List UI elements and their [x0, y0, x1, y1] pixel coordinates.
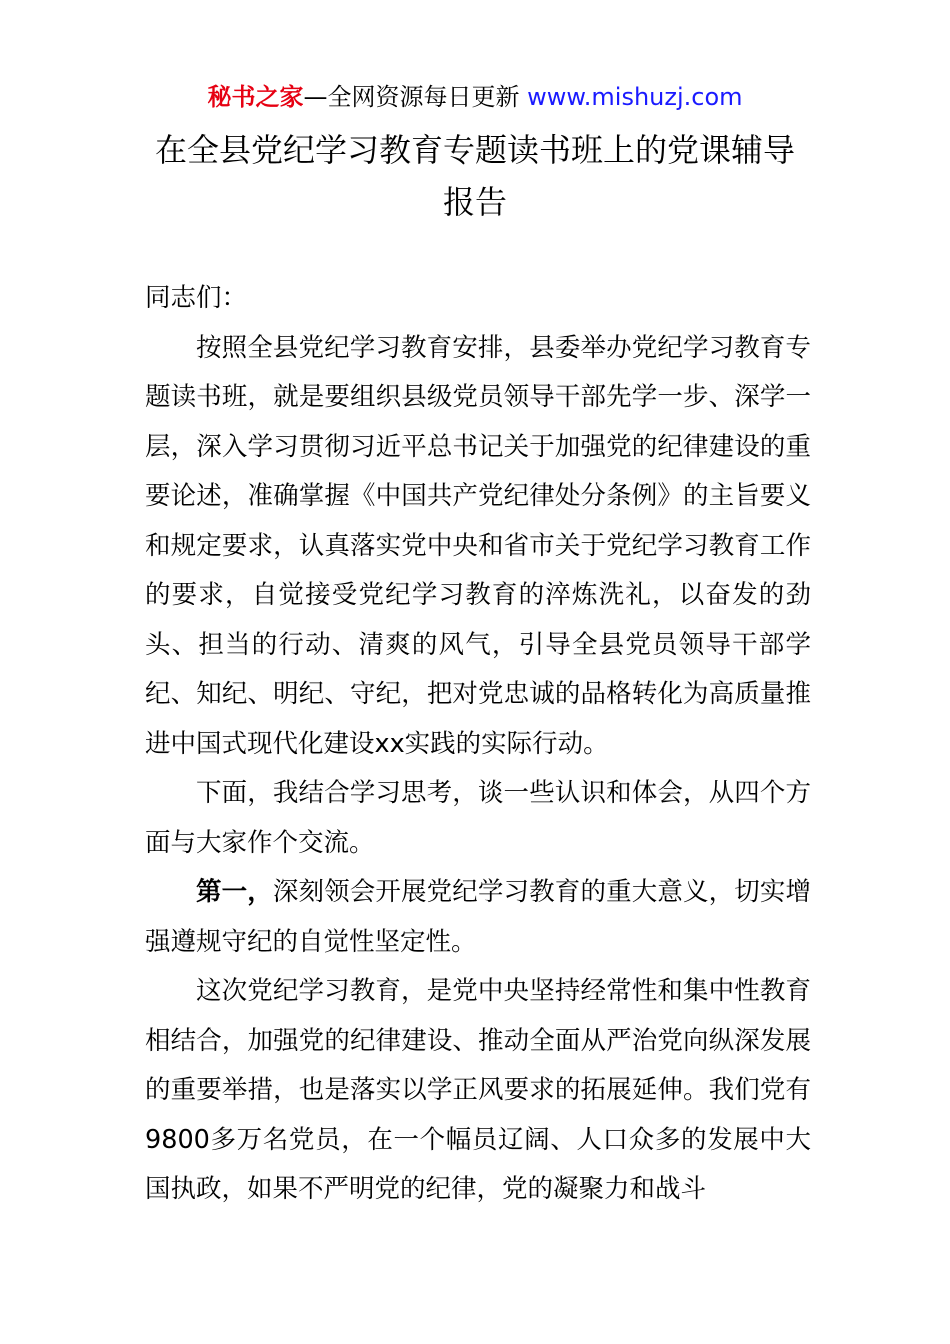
- document-body: [145, 274, 811, 1215]
- site-url-link[interactable]: www.mishuzj.com: [527, 83, 743, 111]
- site-header: [0, 80, 950, 114]
- paragraph-overview: 下面，我结合学习思考，谈一些认识和体会，从四个方面与大家作个交流。: [145, 778, 811, 858]
- site-brand: 秘书之家: [207, 83, 304, 111]
- site-slogan: —全网资源每日更新: [303, 83, 520, 111]
- paragraph-intro: 按照全县党纪学习教育安排，县委举办党纪学习教育专题读书班，就是要组织县级党员领导干部先学一步、深学一层，深入学习贯彻习近平总书记关于加强党的纪律建设的重要论述，准确掌握《中国共产党纪律处分条例》的主旨要义和规定要求，认真落实党中央和省市关于党纪学习教育工作的要求，自觉接受党纪学习教育的淬炼洗礼，以奋发的劲头、担当的行动、清爽的风气，引导全县党员领导干部学纪、知纪、明纪、守纪，把对党忠诚的品格转化为高质量推进中国式现代化建设xx实践的实际行动。: [145, 332, 811, 759]
- paragraph-section-one: 这次党纪学习教育，是党中央坚持经常性和集中性教育相结合，加强党的纪律建设、推动全面从严治党向纵深发展的重要举措，也是落实以学正风要求的拓展延伸。我们党有9800多万名党员，在一个幅员辽阔、人口众多的发展中大国执政，如果不严明党的纪律，党的凝聚力和战斗: [145, 976, 811, 1204]
- section-heading-first: [145, 868, 811, 967]
- document-title: 在全县党纪学习教育专题读书班上的党课辅导报告: [154, 131, 795, 221]
- section-heading-text: 深刻领会开展党纪学习教育的重大意义，切实增强遵规守纪的自觉性坚定性。: [145, 877, 811, 957]
- section-number: 第一，: [196, 877, 273, 907]
- salutation: 同志们：: [145, 283, 248, 313]
